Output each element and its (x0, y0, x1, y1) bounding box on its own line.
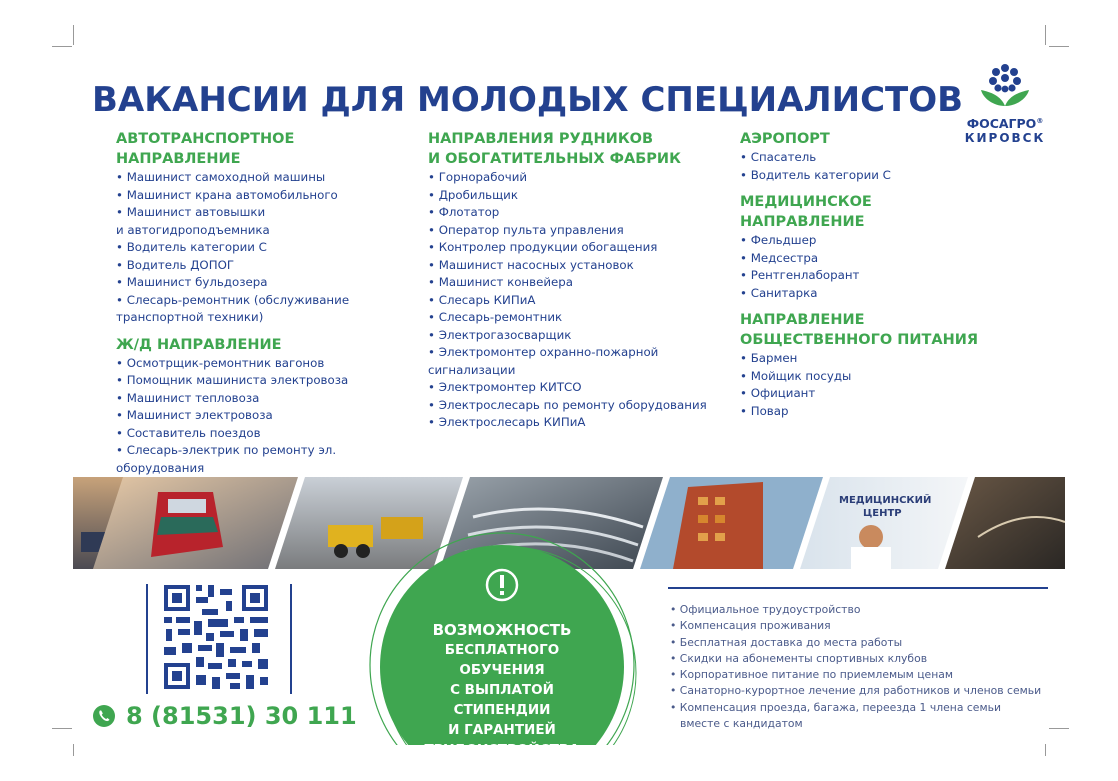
vacancy-item: • Флотатор (428, 205, 500, 219)
crop-mark (73, 744, 74, 756)
page-title: ВАКАНСИИ ДЛЯ МОЛОДЫХ СПЕЦИАЛИСТОВ (92, 80, 964, 120)
vacancy-item: транспортной техники) (116, 310, 264, 324)
phone-contact[interactable] (92, 702, 357, 730)
vacancy-item: • Машинист насосных установок (428, 257, 634, 272)
benefit-item: • Компенсация проживания (670, 619, 831, 633)
crop-mark (1049, 46, 1069, 47)
divider-line (290, 584, 292, 694)
vacancy-item: • Машинист тепловоза (116, 390, 260, 405)
benefit-item: • Корпоративное питание по приемлемым ценам (670, 668, 954, 682)
vacancy-item: • Горнорабочий (428, 170, 528, 184)
vacancy-item: • Контролер продукции обогащения (428, 240, 658, 254)
vacancy-item: • Электромонтер охранно-пожарной (428, 345, 659, 359)
benefits-list (670, 602, 1070, 732)
vacancy-item: • Электрослесарь КИПиА (428, 415, 586, 429)
vacancy-item: • Спасатель (740, 150, 817, 164)
crop-mark (52, 46, 72, 47)
vacancy-item: • Бармен (740, 351, 798, 365)
offer-line: БЕСПЛАТНОГО ОБУЧЕНИЯ (444, 642, 560, 678)
vacancy-column-2 (428, 129, 728, 432)
vacancy-column-1 (116, 129, 416, 477)
vacancy-item: • Медсестра (740, 250, 819, 265)
vacancy-item: • Слесарь КИПиА (428, 292, 536, 307)
vacancy-item: • Водитель категории С (116, 240, 267, 254)
benefit-item: • Компенсация проезда, багажа, переезда 1 члена семьи (670, 700, 1001, 714)
vacancy-item: • Мойщик посуды (740, 368, 852, 383)
vacancy-item: • Водитель ДОПОГ (116, 257, 235, 272)
section-heading-catering: НАПРАВЛЕНИЕ (740, 312, 865, 328)
medical-sign-line2: ЦЕНТР (863, 508, 902, 519)
section-heading-auto: АВТОТРАНСПОРТНОЕ НАПРАВЛЕНИЕ (116, 131, 295, 167)
medical-sign-line1: МЕДИЦИНСКИЙ (839, 495, 932, 506)
vacancy-item: • Рентгенлаборант (740, 268, 860, 282)
training-circle (350, 555, 660, 755)
benefit-item: вместе с кандидатом (680, 717, 803, 731)
crop-mark (73, 25, 74, 45)
vacancy-item: • Машинист электровоза (116, 408, 273, 422)
vacancy-item: • Машинист бульдозера (116, 275, 268, 289)
offer-line: И ГАРАНТИЕЙ (448, 722, 556, 738)
vacancy-item: • Электромонтер КИТСО (428, 380, 582, 394)
vacancy-item: • Оператор пульта управления (428, 222, 624, 237)
vacancy-item: оборудования (116, 460, 205, 475)
crop-mark (1045, 744, 1046, 756)
whatsapp-phone-icon (92, 704, 116, 728)
vacancy-column-3 (740, 129, 980, 420)
vacancy-item: • Водитель категории С (740, 167, 891, 182)
benefit-item: • Санаторно-курортное лечение для работников и членов семьи (670, 684, 1042, 698)
vacancy-item: и автогидроподъемника (116, 222, 270, 237)
section-heading-airport: АЭРОПОРТ (740, 131, 830, 147)
vacancy-item: • Электрослесарь по ремонту оборудования (428, 397, 707, 412)
benefit-item: • Скидки на абонементы спортивных клубов (670, 651, 928, 665)
section-heading-catering-2: ОБЩЕСТВЕННОГО ПИТАНИЯ (740, 332, 979, 348)
qr-code[interactable] (146, 583, 286, 697)
vacancy-item: • Санитарка (740, 285, 818, 300)
vacancy-item: сигнализации (428, 362, 516, 377)
vacancy-item: • Официант (740, 386, 816, 400)
page-bottom-margin (0, 745, 1118, 781)
vacancy-item: • Повар (740, 403, 789, 418)
vacancy-item: • Слесарь-ремонтник (428, 310, 563, 324)
vacancy-item: • Электрогазосварщик (428, 327, 572, 342)
vacancy-item: • Машинист конвейера (428, 275, 573, 289)
vacancy-item: • Машинист крана автомобильного (116, 187, 338, 202)
vacancy-item: • Осмотрщик-ремонтник вагонов (116, 355, 325, 370)
divider-line (668, 587, 1048, 589)
vacancy-item: • Дробильщик (428, 187, 518, 202)
section-heading-mines-2: И ОБОГАТИТЕЛЬНЫХ ФАБРИК (428, 151, 681, 167)
logo-city: КИРОВСК (964, 131, 1046, 146)
crop-mark (52, 728, 72, 729)
benefit-item: • Официальное трудоустройство (670, 603, 861, 616)
section-heading-railway: Ж/Д НАПРАВЛЕНИЕ (116, 336, 282, 353)
section-heading-medical: МЕДИЦИНСКОЕ НАПРАВЛЕНИЕ (740, 194, 872, 230)
logo-brand: ФОСАГРО® (966, 116, 1044, 132)
crop-mark (1045, 25, 1046, 45)
vacancy-item: • Фельдшер (740, 233, 817, 247)
section-heading-mines: НАПРАВЛЕНИЯ РУДНИКОВ (428, 131, 654, 147)
phone-number[interactable]: 8 (81531) 30 111 (126, 702, 357, 730)
offer-line: С ВЫПЛАТОЙ СТИПЕНДИИ (450, 682, 554, 718)
logo-flower-icon (975, 62, 1035, 110)
vacancy-item: • Слесарь-электрик по ремонту эл. (116, 443, 337, 457)
vacancy-item: • Помощник машиниста электровоза (116, 373, 349, 387)
benefit-item: • Бесплатная доставка до места работы (670, 635, 903, 649)
offer-line: ВОЗМОЖНОСТЬ (432, 621, 572, 639)
vacancy-item: • Составитель поездов (116, 425, 261, 440)
vacancy-item: • Слесарь-ремонтник (обслуживание (116, 292, 350, 307)
vacancy-item: • Машинист автовышки (116, 205, 266, 219)
vacancy-item: • Машинист самоходной машины (116, 170, 326, 184)
